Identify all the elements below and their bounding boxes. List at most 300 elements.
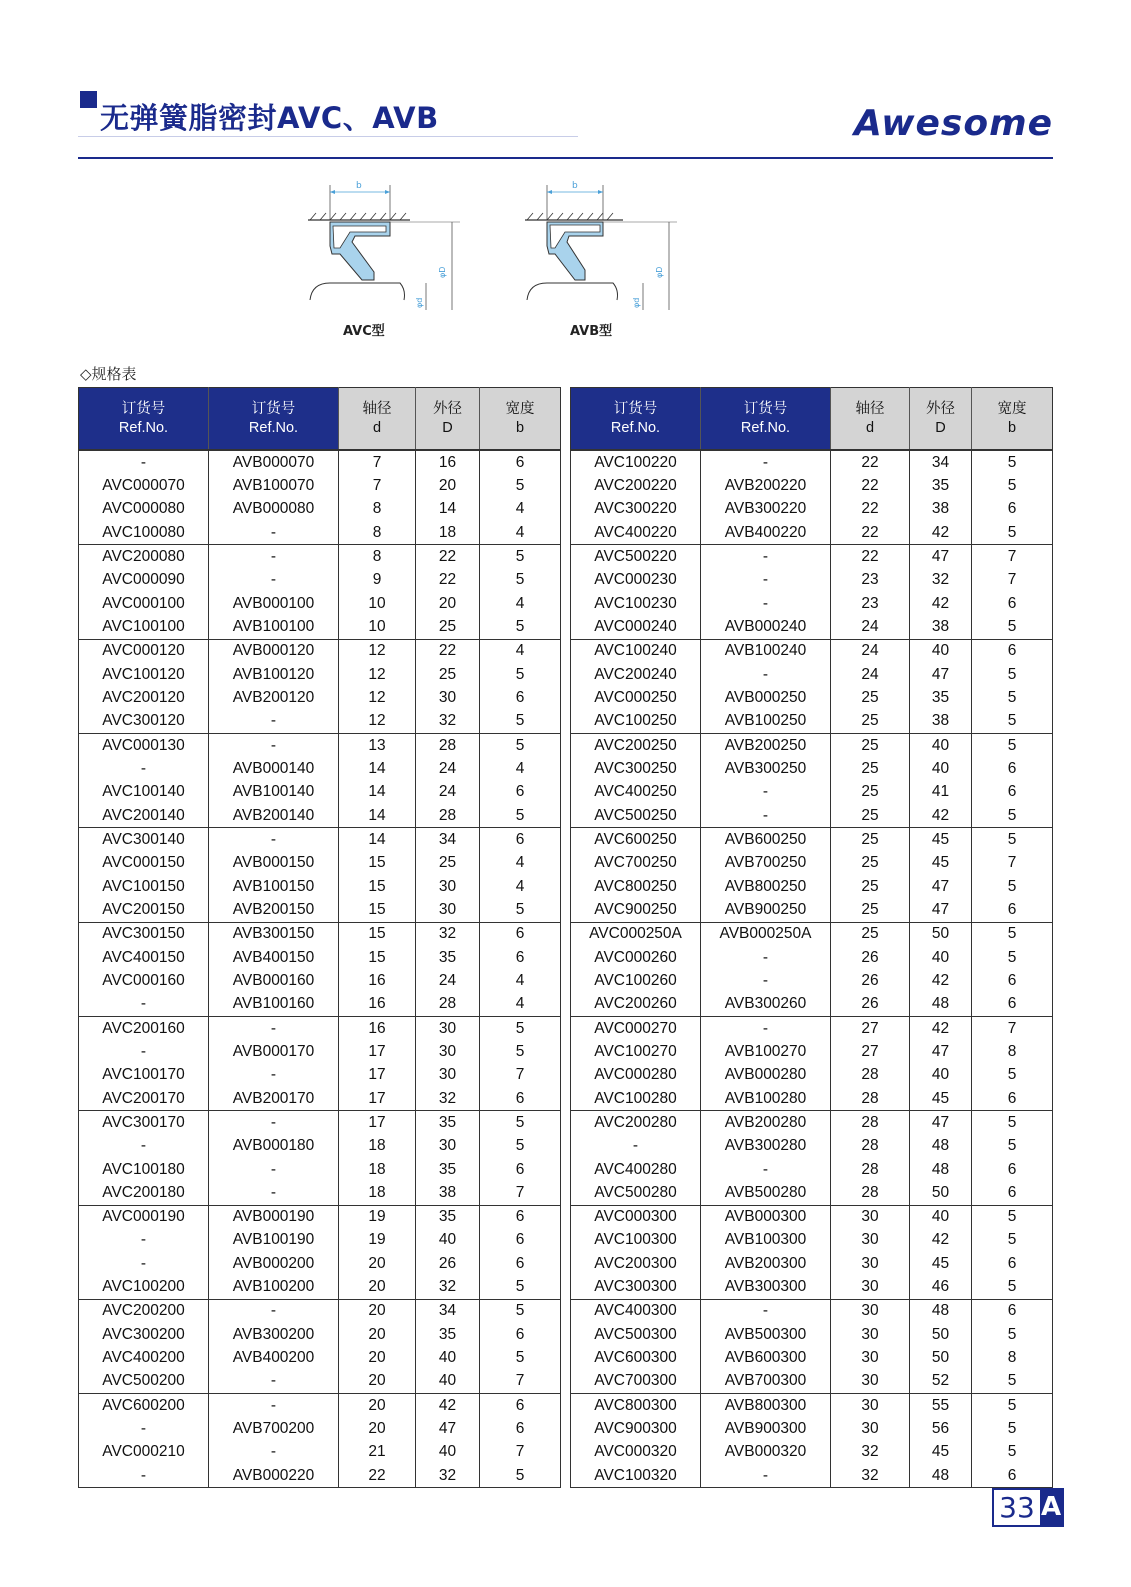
cell-ref-avb: AVB100240 <box>701 639 831 663</box>
cell-outer-D: 46 <box>910 1275 972 1299</box>
cell-outer-D: 32 <box>416 922 480 946</box>
table-row <box>79 592 561 615</box>
cell-ref-avb: AVB000250A <box>701 922 831 946</box>
cell-width-b: 5 <box>1007 453 1017 471</box>
cell-ref-avb: AVB000200 <box>209 1252 339 1275</box>
cell-ref-avc: AVC000240 <box>571 615 701 639</box>
cell-ref-avc: AVC200170 <box>79 1087 209 1111</box>
header-ref-avc: 订货号 Ref.No. <box>571 388 701 451</box>
table-row <box>571 569 1053 592</box>
table-row <box>571 1158 1053 1181</box>
table-row <box>571 828 1053 852</box>
cell-ref-avb: AVB200300 <box>701 1252 831 1275</box>
cell-outer-D: 34 <box>910 450 972 474</box>
cell-shaft-d: 23 <box>831 569 910 592</box>
table-row <box>571 1229 1053 1252</box>
cell-width-b: 5 <box>515 712 525 730</box>
cell-ref-avb: - <box>701 781 831 804</box>
table-row <box>571 710 1053 734</box>
cell-ref-avc: AVC300250 <box>571 757 701 780</box>
cell-shaft-d: 32 <box>831 1464 910 1488</box>
cell-ref-avc: AVC200220 <box>571 474 701 497</box>
table-row <box>571 875 1053 898</box>
cell-shaft-d: 26 <box>831 969 910 992</box>
cell-shaft-d: 28 <box>831 1181 910 1205</box>
cell-shaft-d: 22 <box>831 545 910 569</box>
cell-outer-D: 25 <box>416 663 480 686</box>
cell-shaft-d: 30 <box>831 1323 910 1346</box>
cell-ref-avb: AVB700200 <box>209 1417 339 1440</box>
spec-table-left <box>78 387 561 1488</box>
cell-outer-D: 42 <box>910 1229 972 1252</box>
table-header-row <box>571 388 1053 451</box>
cell-width-b: 5 <box>1007 1231 1017 1249</box>
cell-width-b: 5 <box>1007 523 1017 541</box>
table-row <box>79 1040 561 1063</box>
cell-ref-avb: AVB000140 <box>209 757 339 780</box>
cell-outer-D: 47 <box>910 545 972 569</box>
table-row <box>571 969 1053 992</box>
cell-ref-avb: - <box>701 569 831 592</box>
avb-seal-diagram <box>517 180 697 315</box>
cell-ref-avb: AVB300260 <box>701 993 831 1017</box>
cell-shaft-d: 12 <box>339 710 416 734</box>
cell-ref-avb: AVB100200 <box>209 1275 339 1299</box>
cell-outer-D: 42 <box>910 969 972 992</box>
cell-outer-D: 28 <box>416 804 480 828</box>
cell-ref-avc: AVC000230 <box>571 569 701 592</box>
cell-width-b: 6 <box>1007 900 1017 918</box>
cell-ref-avc: - <box>79 1464 209 1488</box>
cell-shaft-d: 15 <box>339 875 416 898</box>
cell-ref-avc: AVC100240 <box>571 639 701 663</box>
spec-table-label: ◇规格表 <box>80 365 137 383</box>
brand-logo: Awesome <box>853 103 1053 144</box>
cell-width-b: 6 <box>515 1231 525 1249</box>
table-row <box>79 686 561 709</box>
cell-ref-avb: - <box>209 1394 339 1418</box>
cell-width-b: 5 <box>1007 1066 1017 1084</box>
cell-width-b: 5 <box>972 1394 1053 1418</box>
cell-ref-avb: - <box>701 545 831 569</box>
avc-dim-d: φd <box>415 297 424 308</box>
table-row <box>79 1252 561 1275</box>
cell-outer-D: 26 <box>416 1252 480 1275</box>
cell-ref-avb: AVB000160 <box>209 969 339 992</box>
cell-ref-avb: AVB700300 <box>701 1370 831 1394</box>
avc-seal-diagram <box>300 180 480 315</box>
cell-width-b: 6 <box>1007 500 1017 518</box>
cell-width-b: 5 <box>1007 1443 1017 1461</box>
table-row <box>571 1135 1053 1158</box>
table-row <box>79 1205 561 1229</box>
cell-ref-avc: - <box>79 1040 209 1063</box>
cell-shaft-d: 28 <box>831 1111 910 1135</box>
cell-outer-D: 35 <box>416 1158 480 1181</box>
cell-width-b: 6 <box>1007 1466 1017 1484</box>
cell-shaft-d: 24 <box>831 615 910 639</box>
cell-ref-avc: AVC800300 <box>571 1394 701 1418</box>
cell-width-b: 5 <box>515 476 525 494</box>
cell-ref-avc: AVC200140 <box>79 804 209 828</box>
cell-ref-avc: AVC400220 <box>571 521 701 545</box>
cell-width-b: 7 <box>972 545 1053 569</box>
avb-dim-D: φD <box>655 266 664 278</box>
cell-ref-avc: - <box>79 1252 209 1275</box>
cell-outer-D: 20 <box>416 592 480 615</box>
cell-outer-D: 32 <box>416 710 480 734</box>
table-row <box>571 1205 1053 1229</box>
cell-width-b: 5 <box>972 828 1053 852</box>
spec-table-right <box>570 387 1053 1488</box>
cell-shaft-d: 28 <box>831 1135 910 1158</box>
cell-width-b: 5 <box>1007 665 1017 683</box>
cell-width-b: 5 <box>515 1466 525 1484</box>
cell-width-b: 5 <box>1007 476 1017 494</box>
cell-ref-avc: AVC300200 <box>79 1323 209 1346</box>
cell-ref-avb: AVB200120 <box>209 686 339 709</box>
cell-width-b: 5 <box>972 1111 1053 1135</box>
cell-ref-avc: AVC000090 <box>79 569 209 592</box>
cell-outer-D: 22 <box>416 639 480 663</box>
page-title: 无弹簧脂密封AVC、AVB <box>100 101 439 135</box>
cell-ref-avc: AVC000270 <box>571 1016 701 1040</box>
table-row <box>79 1064 561 1087</box>
table-row <box>79 733 561 757</box>
table-row <box>79 639 561 663</box>
cell-ref-avc: AVC000210 <box>79 1441 209 1464</box>
cell-ref-avb: AVB900300 <box>701 1417 831 1440</box>
cell-outer-D: 45 <box>910 1441 972 1464</box>
cell-ref-avb: AVB200220 <box>701 474 831 497</box>
cell-outer-D: 28 <box>416 733 480 757</box>
table-row <box>79 1135 561 1158</box>
table-row <box>79 757 561 780</box>
cell-outer-D: 55 <box>910 1394 972 1418</box>
cell-shaft-d: 20 <box>339 1252 416 1275</box>
cell-ref-avb: AVB000180 <box>209 1135 339 1158</box>
table-row <box>79 1275 561 1299</box>
table-row <box>79 1016 561 1040</box>
cell-ref-avc: AVC600250 <box>571 828 701 852</box>
header-outer: 外径 D <box>416 388 480 451</box>
table-row <box>79 663 561 686</box>
cell-width-b: 6 <box>1007 1160 1017 1178</box>
cell-ref-avc: AVC300140 <box>79 828 209 852</box>
cell-ref-avb: AVB000120 <box>209 639 339 663</box>
cell-ref-avc: AVC100270 <box>571 1040 701 1063</box>
cell-width-b: 5 <box>1007 1278 1017 1296</box>
cell-ref-avc: AVC300220 <box>571 498 701 521</box>
cell-outer-D: 45 <box>910 852 972 875</box>
cell-ref-avb: AVB200250 <box>701 733 831 757</box>
cell-width-b: 6 <box>1007 783 1017 801</box>
cell-ref-avc: AVC300300 <box>571 1275 701 1299</box>
cell-width-b: 5 <box>1007 877 1017 895</box>
cell-ref-avc: AVC100320 <box>571 1464 701 1488</box>
table-row <box>571 450 1053 474</box>
table-row <box>571 639 1053 663</box>
table-row <box>571 1111 1053 1135</box>
cell-outer-D: 38 <box>416 1181 480 1205</box>
cell-width-b: 6 <box>1007 1254 1017 1272</box>
cell-width-b: 4 <box>515 523 525 541</box>
cell-ref-avc: AVC100180 <box>79 1158 209 1181</box>
cell-ref-avb: AVB100270 <box>701 1040 831 1063</box>
table-row <box>571 663 1053 686</box>
cell-width-b: 6 <box>1007 1089 1017 1107</box>
cell-shaft-d: 8 <box>339 545 416 569</box>
cell-ref-avb: - <box>701 592 831 615</box>
table-row <box>79 946 561 969</box>
cell-outer-D: 52 <box>910 1370 972 1394</box>
cell-outer-D: 20 <box>416 474 480 497</box>
cell-ref-avc: AVC000100 <box>79 592 209 615</box>
cell-ref-avb: - <box>209 1441 339 1464</box>
cell-ref-avc: AVC000120 <box>79 639 209 663</box>
cell-ref-avc: AVC500220 <box>571 545 701 569</box>
cell-shaft-d: 32 <box>831 1441 910 1464</box>
cell-ref-avc: AVC500250 <box>571 804 701 828</box>
cell-outer-D: 40 <box>910 733 972 757</box>
cell-ref-avb: AVB200280 <box>701 1111 831 1135</box>
cell-outer-D: 40 <box>910 1064 972 1087</box>
cell-width-b: 7 <box>972 1016 1053 1040</box>
cell-outer-D: 24 <box>416 969 480 992</box>
cell-width-b: 6 <box>1007 971 1017 989</box>
cell-ref-avb: AVB000320 <box>701 1441 831 1464</box>
table-row <box>571 1087 1053 1111</box>
table-row <box>79 993 561 1017</box>
cell-ref-avc: AVC200240 <box>571 663 701 686</box>
cell-ref-avb: - <box>209 1158 339 1181</box>
cell-ref-avb: - <box>701 1158 831 1181</box>
cell-outer-D: 30 <box>416 1064 480 1087</box>
table-row <box>79 521 561 545</box>
cell-width-b: 6 <box>1007 1183 1017 1201</box>
cell-outer-D: 40 <box>910 1205 972 1229</box>
cell-shaft-d: 22 <box>339 1464 416 1488</box>
title-marker <box>80 91 97 108</box>
cell-shaft-d: 15 <box>339 852 416 875</box>
cell-width-b: 5 <box>515 665 525 683</box>
table-row <box>571 1394 1053 1418</box>
cell-outer-D: 30 <box>416 898 480 922</box>
table-row <box>79 569 561 592</box>
cell-ref-avb: AVB000100 <box>209 592 339 615</box>
cell-outer-D: 45 <box>910 1087 972 1111</box>
cell-ref-avc: AVC100200 <box>79 1275 209 1299</box>
table-row <box>79 1111 561 1135</box>
cell-shaft-d: 22 <box>831 474 910 497</box>
table-row <box>571 922 1053 946</box>
avb-caption: AVB型 <box>570 324 613 339</box>
cell-ref-avb: AVB000170 <box>209 1040 339 1063</box>
table-row <box>79 1181 561 1205</box>
cell-ref-avb: AVB300150 <box>209 922 339 946</box>
table-row <box>79 969 561 992</box>
cell-ref-avb: AVB200170 <box>209 1087 339 1111</box>
cell-width-b: 5 <box>1007 1372 1017 1390</box>
cell-shaft-d: 25 <box>831 686 910 709</box>
cell-width-b: 4 <box>515 971 525 989</box>
cell-shaft-d: 20 <box>339 1299 416 1323</box>
cell-ref-avc: AVC400200 <box>79 1346 209 1369</box>
cell-outer-D: 30 <box>416 686 480 709</box>
cell-shaft-d: 10 <box>339 592 416 615</box>
cell-width-b: 4 <box>515 594 525 612</box>
table-row <box>571 852 1053 875</box>
cell-outer-D: 18 <box>416 521 480 545</box>
cell-shaft-d: 18 <box>339 1181 416 1205</box>
cell-ref-avb: AVB500300 <box>701 1323 831 1346</box>
cell-outer-D: 35 <box>416 1111 480 1135</box>
table-row <box>571 1275 1053 1299</box>
cell-shaft-d: 20 <box>339 1323 416 1346</box>
cell-ref-avb: - <box>701 804 831 828</box>
cell-shaft-d: 30 <box>831 1299 910 1323</box>
table-header-row <box>79 388 561 451</box>
cell-outer-D: 40 <box>910 757 972 780</box>
cell-ref-avb: AVB000280 <box>701 1064 831 1087</box>
cell-ref-avb: - <box>701 1299 831 1323</box>
cell-ref-avb: AVB600300 <box>701 1346 831 1369</box>
cell-ref-avc: - <box>571 1135 701 1158</box>
cell-ref-avb: AVB300280 <box>701 1135 831 1158</box>
cell-ref-avc: AVC000300 <box>571 1205 701 1229</box>
cell-ref-avc: AVC200250 <box>571 733 701 757</box>
cell-shaft-d: 14 <box>339 781 416 804</box>
cell-width-b: 6 <box>515 1254 525 1272</box>
cell-ref-avc: AVC500300 <box>571 1323 701 1346</box>
cell-ref-avc: - <box>79 1229 209 1252</box>
cell-shaft-d: 13 <box>339 733 416 757</box>
table-row <box>79 898 561 922</box>
cell-shaft-d: 25 <box>831 733 910 757</box>
cell-width-b: 6 <box>972 1299 1053 1323</box>
header-ref-avb: 订货号 Ref.No. <box>209 388 339 451</box>
cell-width-b: 8 <box>1007 1349 1017 1367</box>
cell-shaft-d: 25 <box>831 852 910 875</box>
cell-outer-D: 25 <box>416 615 480 639</box>
cell-outer-D: 35 <box>416 946 480 969</box>
cell-shaft-d: 19 <box>339 1205 416 1229</box>
cell-shaft-d: 20 <box>339 1370 416 1394</box>
cell-shaft-d: 23 <box>831 592 910 615</box>
table-row <box>79 1394 561 1418</box>
cell-shaft-d: 27 <box>831 1016 910 1040</box>
cell-outer-D: 42 <box>910 521 972 545</box>
cell-outer-D: 48 <box>910 1158 972 1181</box>
cell-width-b: 5 <box>480 1299 561 1323</box>
table-row <box>571 1346 1053 1369</box>
table-row <box>571 1464 1053 1488</box>
cell-shaft-d: 12 <box>339 663 416 686</box>
cell-outer-D: 38 <box>910 710 972 734</box>
cell-ref-avc: AVC400150 <box>79 946 209 969</box>
cell-shaft-d: 20 <box>339 1346 416 1369</box>
cell-shaft-d: 18 <box>339 1158 416 1181</box>
cell-ref-avc: AVC100230 <box>571 592 701 615</box>
table-row <box>571 1441 1053 1464</box>
cell-width-b: 7 <box>1007 571 1017 589</box>
cell-outer-D: 48 <box>910 1464 972 1488</box>
table-row <box>571 1299 1053 1323</box>
cell-width-b: 5 <box>515 1137 525 1155</box>
cell-ref-avc: AVC500280 <box>571 1181 701 1205</box>
cell-outer-D: 41 <box>910 781 972 804</box>
cell-ref-avb: AVB400200 <box>209 1346 339 1369</box>
cell-width-b: 4 <box>515 759 525 777</box>
header-outer: 外径 D <box>910 388 972 451</box>
cell-ref-avb: - <box>701 663 831 686</box>
table-row <box>571 498 1053 521</box>
cell-width-b: 6 <box>515 783 525 801</box>
cell-width-b: 5 <box>480 733 561 757</box>
cell-ref-avc: AVC200150 <box>79 898 209 922</box>
cell-outer-D: 45 <box>910 1252 972 1275</box>
table-row <box>79 710 561 734</box>
cell-shaft-d: 15 <box>339 898 416 922</box>
cell-outer-D: 47 <box>416 1417 480 1440</box>
table-row <box>571 686 1053 709</box>
cell-shaft-d: 24 <box>831 663 910 686</box>
cell-outer-D: 32 <box>910 569 972 592</box>
cell-width-b: 5 <box>515 806 525 824</box>
header-ref-avc: 订货号 Ref.No. <box>79 388 209 451</box>
cell-width-b: 5 <box>1007 1137 1017 1155</box>
cell-width-b: 7 <box>515 1066 525 1084</box>
cell-shaft-d: 21 <box>339 1441 416 1464</box>
cell-ref-avc: AVC500200 <box>79 1370 209 1394</box>
cell-ref-avb: AVB300200 <box>209 1323 339 1346</box>
cell-ref-avb: AVB000080 <box>209 498 339 521</box>
cell-shaft-d: 22 <box>831 521 910 545</box>
cell-width-b: 6 <box>972 639 1053 663</box>
cell-ref-avb: AVB800250 <box>701 875 831 898</box>
table-row <box>571 545 1053 569</box>
cell-ref-avb: AVB100160 <box>209 993 339 1017</box>
cell-shaft-d: 25 <box>831 898 910 922</box>
cell-outer-D: 30 <box>416 875 480 898</box>
cell-width-b: 4 <box>515 877 525 895</box>
cell-ref-avb: AVB600250 <box>701 828 831 852</box>
cell-outer-D: 34 <box>416 1299 480 1323</box>
cell-width-b: 6 <box>515 688 525 706</box>
cell-outer-D: 32 <box>416 1275 480 1299</box>
cell-outer-D: 32 <box>416 1464 480 1488</box>
cell-shaft-d: 24 <box>831 639 910 663</box>
cell-width-b: 7 <box>515 1183 525 1201</box>
cell-shaft-d: 20 <box>339 1417 416 1440</box>
cell-ref-avb: AVB300250 <box>701 757 831 780</box>
cell-ref-avb: AVB000250 <box>701 686 831 709</box>
cell-ref-avb: - <box>701 969 831 992</box>
cell-ref-avc: AVC000190 <box>79 1205 209 1229</box>
table-row <box>79 1370 561 1394</box>
cell-outer-D: 40 <box>910 639 972 663</box>
cell-outer-D: 24 <box>416 781 480 804</box>
cell-width-b: 6 <box>480 922 561 946</box>
cell-outer-D: 42 <box>910 592 972 615</box>
header-shaft: 轴径 d <box>831 388 910 451</box>
cell-shaft-d: 19 <box>339 1229 416 1252</box>
cell-ref-avb: AVB100070 <box>209 474 339 497</box>
header-width: 宽度 b <box>972 388 1053 451</box>
cell-ref-avb: - <box>209 545 339 569</box>
table-row <box>79 498 561 521</box>
cell-shaft-d: 15 <box>339 946 416 969</box>
